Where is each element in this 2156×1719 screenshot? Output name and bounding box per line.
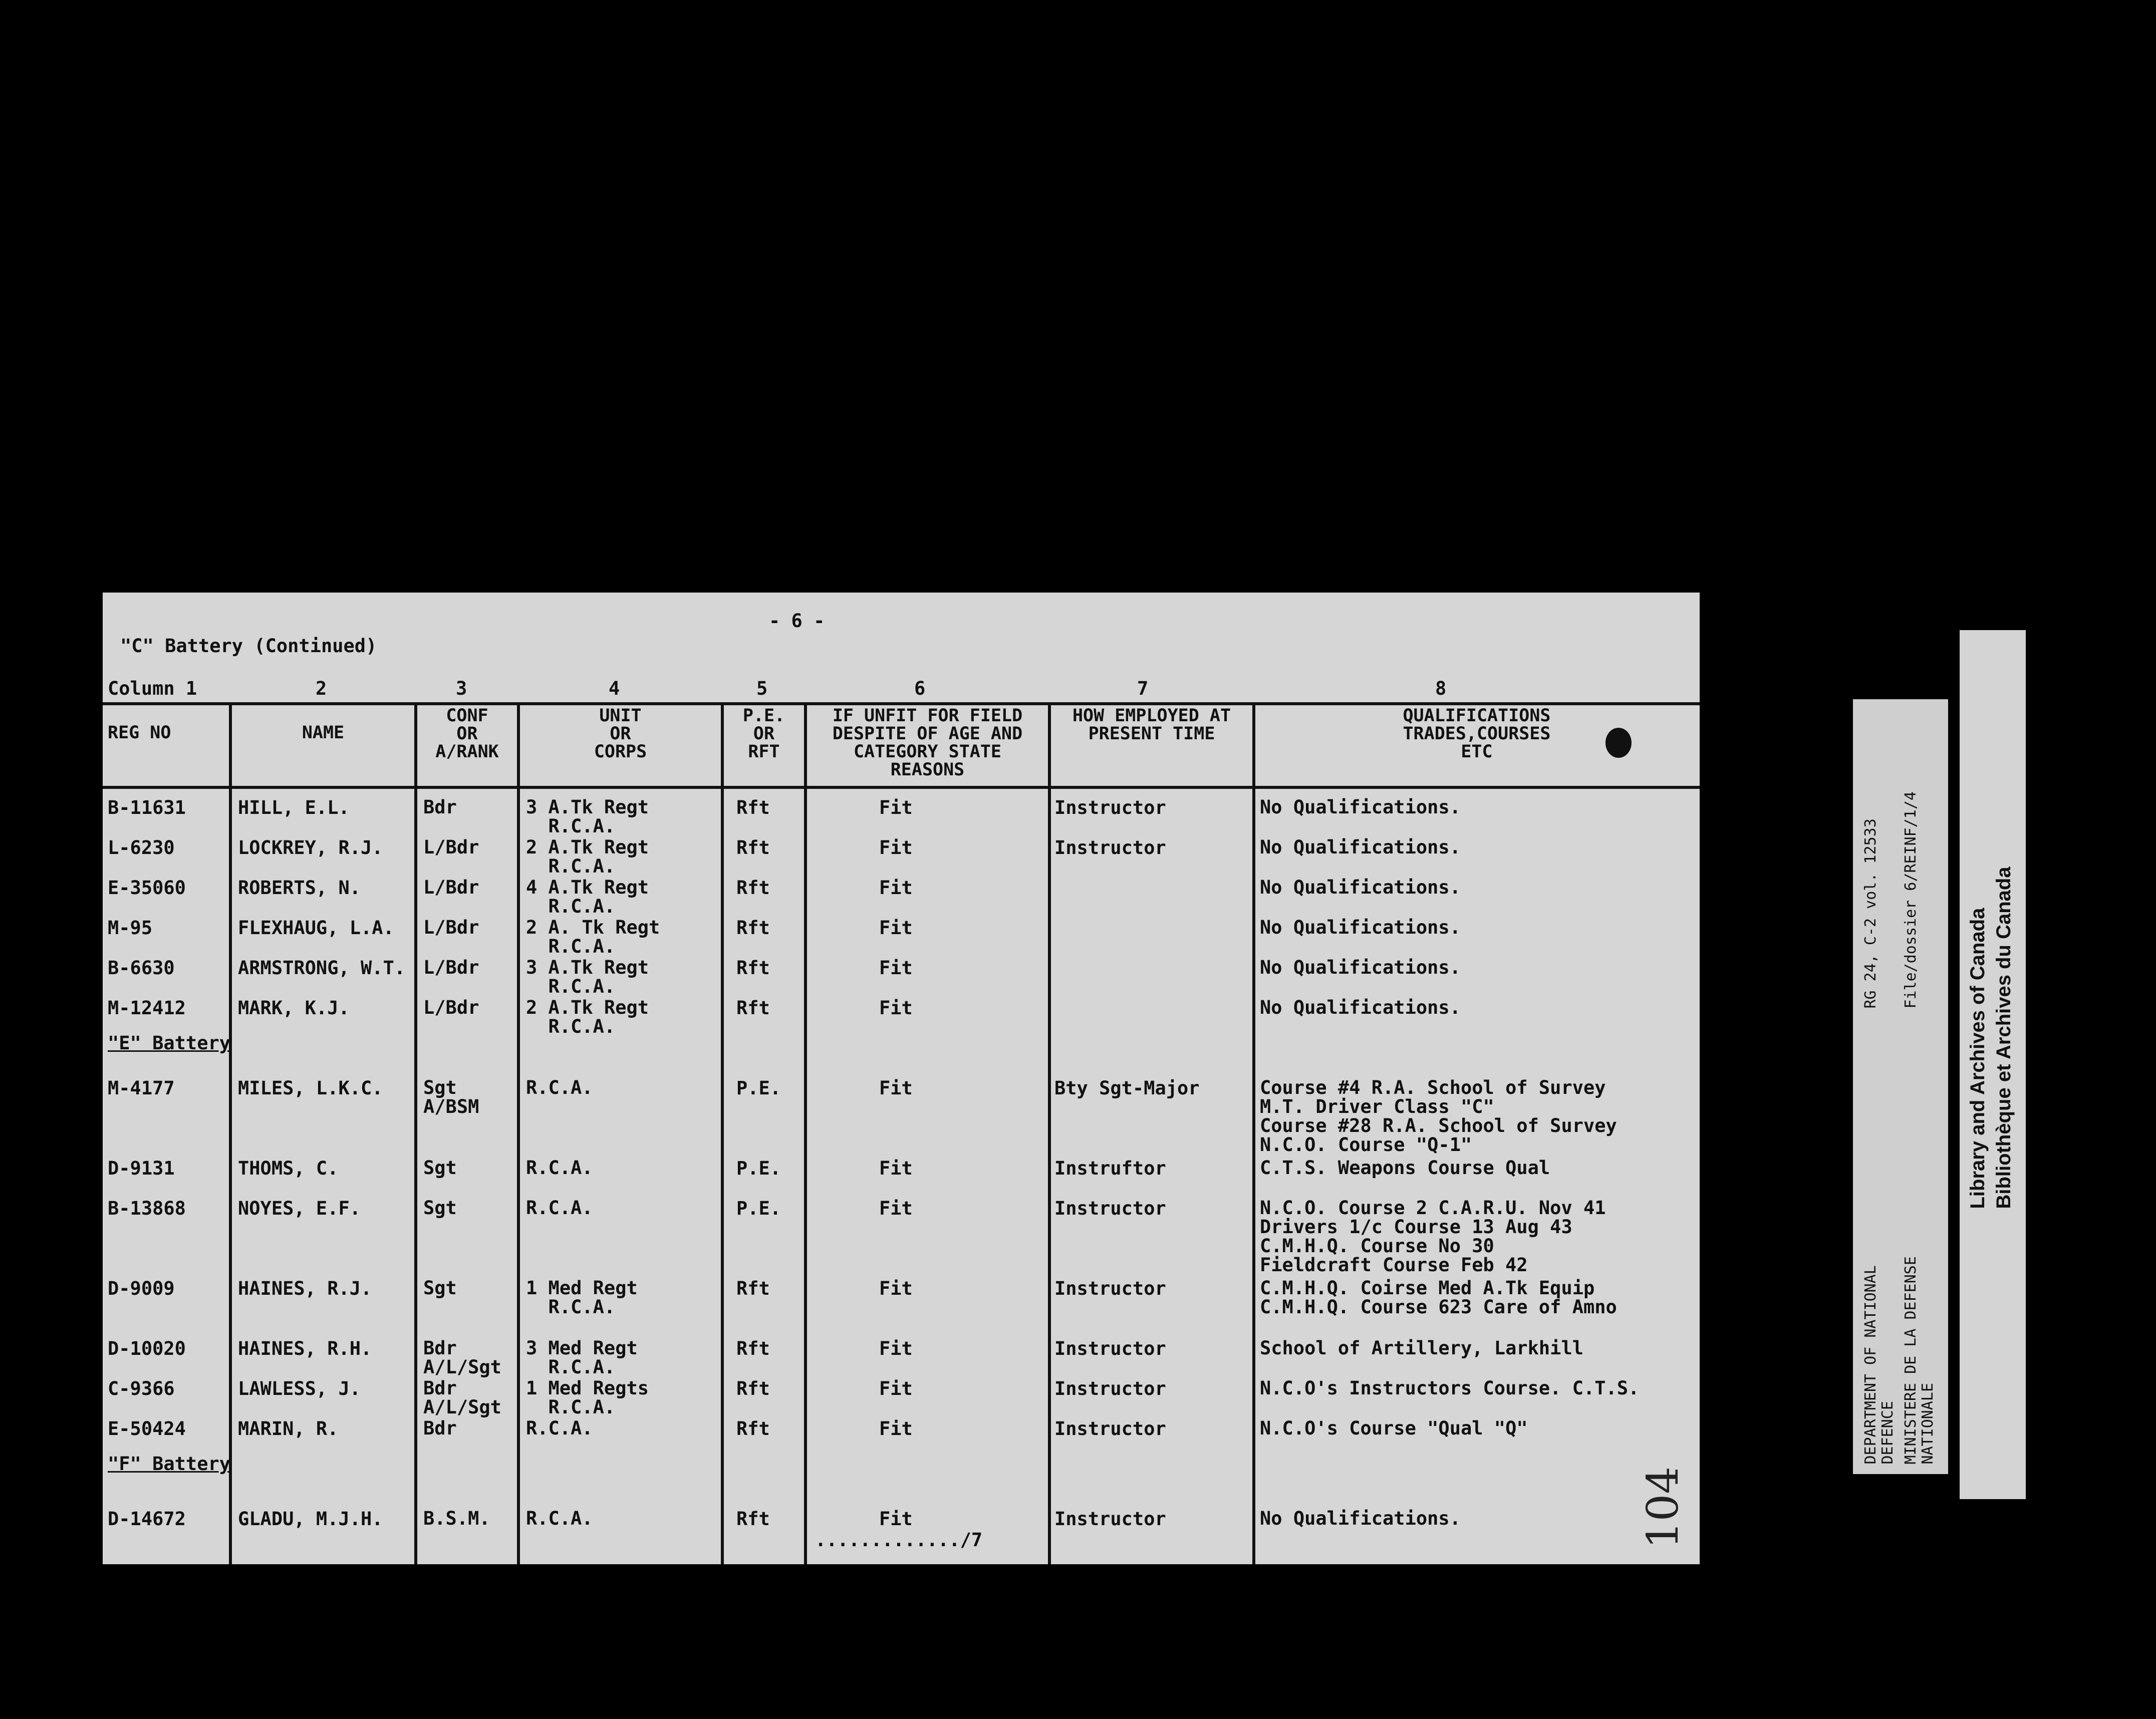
cell-pe: P.E.: [736, 1198, 781, 1219]
cell-name: HAINES, R.H.: [238, 1338, 372, 1359]
header-rank: CONF OR A/RANK: [435, 706, 499, 762]
header-reg-no: REG NO: [108, 723, 171, 743]
cell-emp: Instruftor: [1054, 1158, 1166, 1179]
cell-qual: C.M.H.Q. Coirse Med A.Tk Equip C.M.H.Q. Course 623 Care of Amno: [1260, 1277, 1617, 1318]
archive-ref-line-6: NATIONALE: [1919, 1382, 1937, 1464]
cell-reg: E-35060: [108, 877, 186, 899]
cell-rank: Bdr A/L/Sgt: [423, 1337, 501, 1378]
cell-unit: R.C.A.: [526, 1417, 593, 1439]
header-bottom-rule: [103, 786, 1700, 789]
cell-pe: Rft: [736, 1418, 770, 1440]
cell-name: HILL, E.L.: [238, 797, 350, 818]
archive-ref-line-4: DEFENCE: [1879, 1400, 1897, 1464]
cell-emp: Bty Sgt-Major: [1054, 1077, 1200, 1099]
cell-qual: No Qualifications.: [1260, 957, 1461, 978]
cell-fit: Fit: [879, 997, 913, 1019]
cell-name: GLADU, M.J.H.: [238, 1508, 383, 1530]
cell-name: FLEXHAUG, L.A.: [238, 917, 394, 939]
cell-pe: Rft: [736, 1508, 770, 1530]
cell-emp: Instructor: [1054, 1198, 1166, 1219]
cell-fit: Fit: [879, 1418, 913, 1440]
cell-rank: Bdr: [423, 796, 457, 818]
header-unfit: IF UNFIT FOR FIELD DESPITE OF AGE AND CATEGORY STATE REASONS: [832, 706, 1023, 780]
punch-hole: [1605, 728, 1632, 758]
cell-reg: L-6230: [108, 837, 175, 858]
cell-name: THOMS, C.: [238, 1158, 339, 1179]
column-number-7: 7: [1137, 678, 1149, 699]
cell-unit: 3 Med Regt R.C.A.: [526, 1337, 638, 1378]
cell-reg: E-50424: [108, 1418, 186, 1440]
cell-unit: R.C.A.: [526, 1077, 593, 1098]
cell-qual: No Qualifications.: [1260, 917, 1461, 938]
archive-reference-label: [1853, 699, 1948, 1474]
cell-qual: No Qualifications.: [1260, 997, 1461, 1018]
cell-qual: C.T.S. Weapons Course Qual: [1260, 1157, 1550, 1179]
cell-reg: D-9131: [108, 1158, 175, 1179]
header-name: NAME: [302, 723, 345, 743]
cell-unit: R.C.A.: [526, 1508, 593, 1529]
cell-reg: M-4177: [108, 1077, 175, 1099]
cell-fit: Fit: [879, 1338, 913, 1359]
cell-unit: R.C.A.: [526, 1197, 593, 1219]
cell-fit: Fit: [879, 1198, 913, 1219]
cell-unit: 3 A.Tk Regt R.C.A.: [526, 957, 649, 997]
header-pe: P.E. OR RFT: [742, 706, 785, 762]
cell-emp: Instructor: [1054, 1278, 1166, 1299]
cell-pe: P.E.: [736, 1077, 781, 1099]
cell-fit: Fit: [879, 837, 913, 858]
column-number-6: 6: [914, 678, 926, 699]
header-top-rule: [103, 702, 1700, 705]
cell-name: NOYES, E.F.: [238, 1198, 361, 1219]
cell-pe: Rft: [736, 1278, 770, 1299]
cell-emp: Instructor: [1054, 837, 1166, 858]
cell-emp: Instructor: [1054, 797, 1166, 818]
cell-fit: Fit: [879, 797, 913, 818]
cell-reg: B-13868: [108, 1198, 186, 1219]
archive-ref-line-2: File/dossier 6/REINF/1/4: [1902, 791, 1920, 1008]
cell-reg: D-9009: [108, 1278, 175, 1299]
cell-reg: B-11631: [108, 797, 186, 818]
cell-unit: 2 A. Tk Regt R.C.A.: [526, 917, 660, 957]
cell-name: LAWLESS, J.: [238, 1378, 361, 1399]
cell-unit: 1 Med Regts R.C.A.: [526, 1377, 649, 1418]
cell-reg: C-9366: [108, 1378, 175, 1399]
cell-reg: M-95: [108, 917, 153, 939]
column-number-8: 8: [1435, 678, 1447, 699]
column-divider: [414, 702, 417, 1564]
cell-rank: L/Bdr: [423, 836, 479, 858]
cell-rank: Sgt: [423, 1197, 457, 1219]
footer-continuation: ............./7: [815, 1529, 983, 1551]
column-divider: [804, 702, 807, 1564]
column-number-4: 4: [609, 678, 620, 699]
cell-name: MARIN, R.: [238, 1418, 339, 1440]
cell-name: MILES, L.K.C.: [238, 1077, 383, 1099]
cell-rank: L/Bdr: [423, 877, 479, 898]
column-divider: [721, 702, 724, 1564]
column-number-5: 5: [756, 678, 768, 699]
cell-qual: N.C.O. Course 2 C.A.R.U. Nov 41 Drivers 1/c Course 13 Aug 43 C.M.H.Q. Course No 30 Fieldcraft Course Feb 42: [1260, 1197, 1606, 1276]
cell-emp: Instructor: [1054, 1338, 1166, 1359]
archive-ref-line-1: RG 24, C-2 vol. 12533: [1862, 818, 1879, 1008]
cell-qual: No Qualifications.: [1260, 796, 1461, 818]
cell-emp: Instructor: [1054, 1378, 1166, 1399]
cell-pe: P.E.: [736, 1158, 781, 1179]
page-number: - 6 -: [769, 610, 825, 632]
cell-qual: No Qualifications.: [1260, 877, 1461, 898]
cell-emp: Instructor: [1054, 1418, 1166, 1440]
section-title: "C" Battery (Continued): [120, 635, 377, 657]
cell-unit: R.C.A.: [526, 1157, 593, 1179]
cell-reg: M-12412: [108, 997, 186, 1019]
cell-reg: D-10020: [108, 1338, 186, 1359]
header-unit: UNIT OR CORPS: [594, 706, 647, 762]
cell-fit: Fit: [879, 957, 913, 979]
column-divider: [517, 702, 520, 1564]
cell-qual: School of Artillery, Larkhill: [1260, 1337, 1584, 1359]
cell-rank: L/Bdr: [423, 997, 479, 1018]
header-qual: QUALIFICATIONS TRADES,COURSES ETC: [1403, 706, 1551, 762]
cell-pe: Rft: [736, 1338, 770, 1359]
library-archives-label: [1960, 630, 2026, 1499]
cell-unit: 3 A.Tk Regt R.C.A.: [526, 796, 649, 837]
cell-rank: Bdr: [423, 1417, 457, 1439]
cell-rank: Sgt A/BSM: [423, 1077, 479, 1117]
cell-unit: 2 A.Tk Regt R.C.A.: [526, 997, 649, 1037]
archive-ref-line-3: DEPARTMENT OF NATIONAL: [1862, 1265, 1879, 1464]
cell-pe: Rft: [736, 997, 770, 1019]
battery-section-heading: "F" Battery: [108, 1453, 231, 1475]
cell-rank: Bdr A/L/Sgt: [423, 1377, 501, 1418]
column-divider: [1048, 702, 1051, 1564]
cell-name: LOCKREY, R.J.: [238, 837, 383, 858]
library-line-2: Bibliothèque et Archives du Canada: [1993, 866, 2015, 1209]
cell-fit: Fit: [879, 1278, 913, 1299]
cell-qual: N.C.O's Instructors Course. C.T.S.: [1260, 1377, 1640, 1399]
column-number-1: Column 1: [108, 678, 197, 699]
cell-pe: Rft: [736, 797, 770, 818]
handwritten-page-number: 104: [1638, 1466, 1689, 1549]
cell-name: HAINES, R.J.: [238, 1278, 372, 1299]
cell-reg: D-14672: [108, 1508, 186, 1530]
cell-fit: Fit: [879, 877, 913, 899]
cell-rank: Sgt: [423, 1157, 457, 1179]
battery-section-heading: "E" Battery: [108, 1032, 231, 1054]
cell-emp: Instructor: [1054, 1508, 1166, 1530]
cell-unit: 4 A.Tk Regt R.C.A.: [526, 877, 649, 917]
cell-qual: No Qualifications.: [1260, 1508, 1461, 1529]
cell-fit: Fit: [879, 1158, 913, 1179]
cell-fit: Fit: [879, 917, 913, 939]
column-divider: [229, 702, 232, 1564]
cell-rank: L/Bdr: [423, 957, 479, 978]
cell-qual: Course #4 R.A. School of Survey M.T. Driver Class "C" Course #28 R.A. School of Survey N.C.O. Course "Q-1": [1260, 1077, 1617, 1156]
cell-unit: 1 Med Regt R.C.A.: [526, 1277, 638, 1318]
cell-fit: Fit: [879, 1077, 913, 1099]
cell-fit: Fit: [879, 1378, 913, 1399]
cell-reg: B-6630: [108, 957, 175, 979]
cell-fit: Fit: [879, 1508, 913, 1530]
cell-rank: L/Bdr: [423, 917, 479, 938]
column-divider: [1252, 702, 1255, 1564]
cell-pe: Rft: [736, 917, 770, 939]
document-page: [103, 593, 1700, 1564]
cell-rank: Sgt: [423, 1277, 457, 1299]
cell-pe: Rft: [736, 957, 770, 979]
library-line-1: Library and Archives of Canada: [1967, 908, 1989, 1209]
cell-unit: 2 A.Tk Regt R.C.A.: [526, 836, 649, 877]
archive-ref-line-5: MINISTERE DE LA DEFENSE: [1902, 1256, 1920, 1464]
cell-name: ROBERTS, N.: [238, 877, 361, 899]
cell-pe: Rft: [736, 1378, 770, 1399]
cell-pe: Rft: [736, 877, 770, 899]
cell-name: ARMSTRONG, W.T.: [238, 957, 406, 979]
cell-name: MARK, K.J.: [238, 997, 350, 1019]
cell-rank: B.S.M.: [423, 1508, 490, 1529]
cell-qual: N.C.O's Course "Qual "Q": [1260, 1417, 1528, 1439]
cell-pe: Rft: [736, 837, 770, 858]
cell-qual: No Qualifications.: [1260, 836, 1461, 858]
column-number-3: 3: [456, 678, 467, 699]
header-employed: HOW EMPLOYED AT PRESENT TIME: [1072, 706, 1231, 744]
column-number-2: 2: [316, 678, 327, 699]
